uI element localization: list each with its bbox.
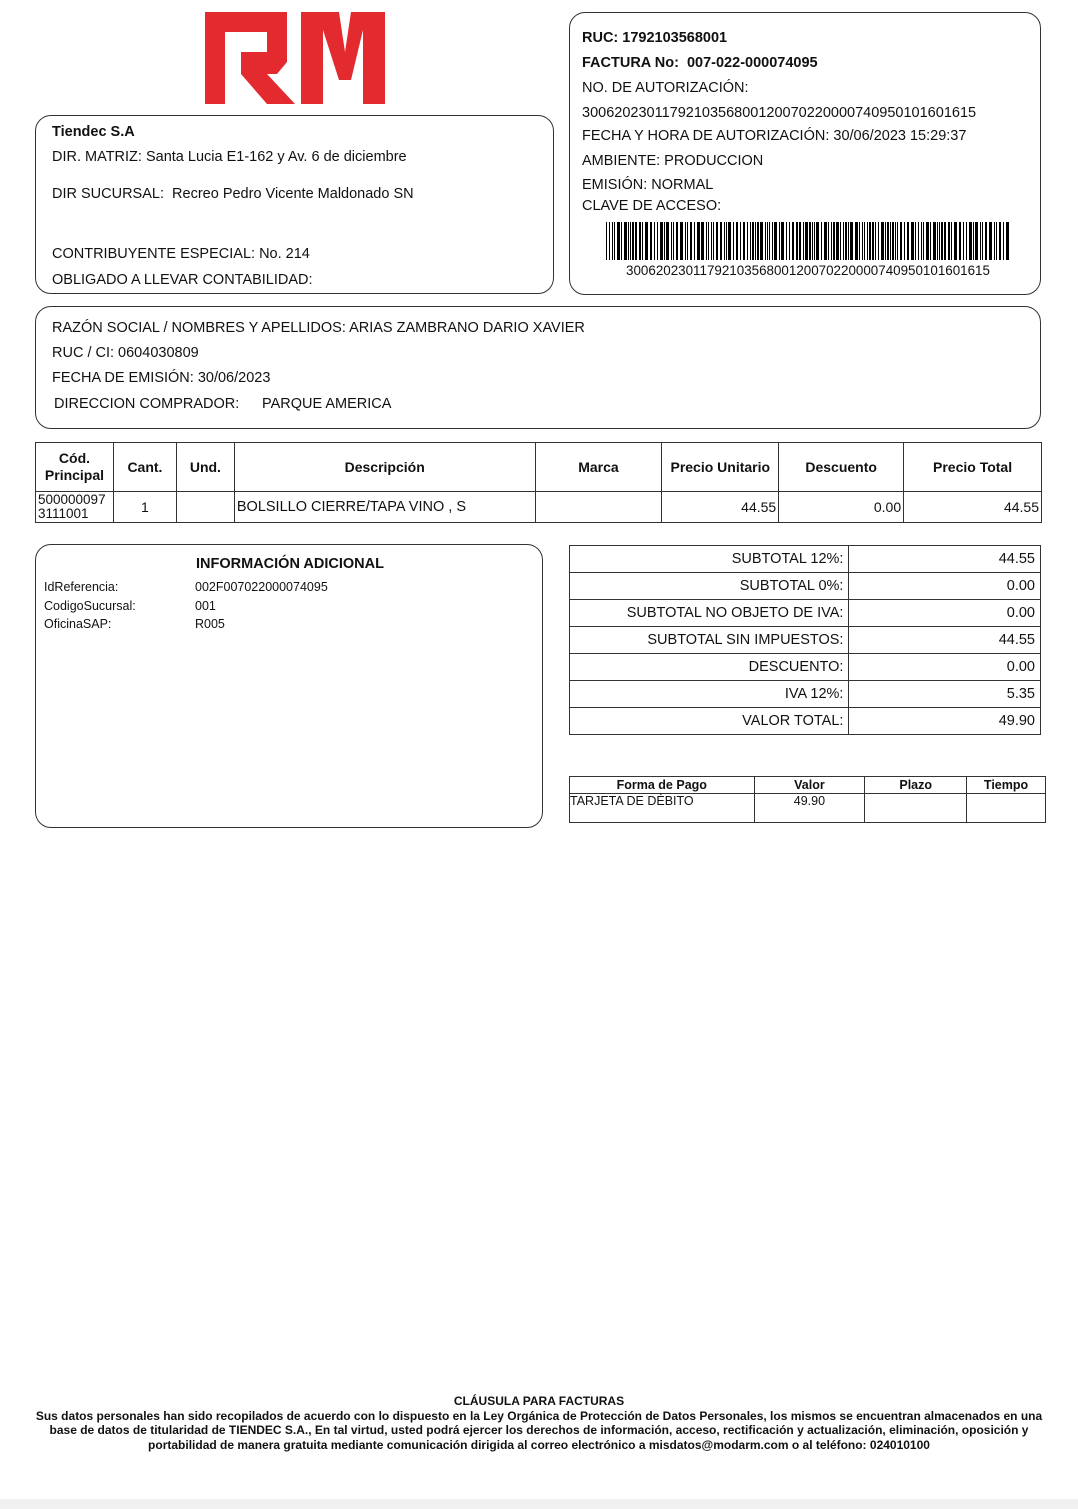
barcode-bar	[621, 222, 622, 260]
issuer-name: Tiendec S.A	[52, 124, 135, 140]
additional-info-title: INFORMACIÓN ADICIONAL	[196, 556, 384, 572]
barcode-bar	[831, 222, 832, 260]
barcode-bar	[786, 222, 787, 260]
barcode-bar	[937, 222, 938, 260]
barcode-bar	[900, 222, 902, 260]
header-cell: Descuento	[779, 443, 904, 492]
barcode-bar	[690, 222, 692, 260]
issuer-dir-matriz: DIR. MATRIZ: Santa Lucia E1-162 y Av. 6 de diciembre	[52, 149, 407, 165]
barcode-bar	[650, 222, 652, 260]
totals-row	[570, 627, 1041, 654]
barcode-bar	[1003, 222, 1004, 260]
barcode-bar	[833, 222, 835, 260]
barcode-bar	[632, 222, 634, 260]
buyer-name: RAZÓN SOCIAL / NOMBRES Y APELLIDOS: ARIAS ZAMBRANO DARIO XAVIER	[52, 320, 585, 336]
barcode-bar	[921, 222, 922, 260]
barcode-bar	[885, 222, 886, 260]
barcode-bar	[828, 222, 829, 260]
barcode-bar	[645, 222, 648, 260]
barcode-bar	[760, 222, 763, 260]
totals-value: 0.00	[849, 600, 1041, 627]
barcode-bar	[944, 222, 946, 260]
totals-table	[569, 545, 1041, 735]
barcode-bar	[740, 222, 741, 260]
header-cell: Precio Total	[904, 443, 1042, 492]
buyer-ruc: RUC / CI: 0604030809	[52, 345, 199, 361]
emission-type: EMISIÓN: NORMAL	[582, 177, 714, 193]
barcode-bar	[840, 222, 841, 260]
barcode-bar	[664, 222, 665, 260]
issuer-obligado: OBLIGADO A LLEVAR CONTABILIDAD:	[52, 272, 313, 288]
buyer-issue-date: FECHA DE EMISIÓN: 30/06/2023	[52, 370, 271, 386]
barcode-bar	[812, 222, 813, 260]
barcode-bar	[923, 222, 924, 260]
info-value-oficinasap: R005	[195, 617, 225, 631]
barcode-bar	[862, 222, 863, 260]
barcode-bar	[772, 222, 773, 260]
barcode-bar	[716, 222, 718, 260]
barcode-bar	[821, 222, 822, 260]
barcode-bar	[881, 222, 884, 260]
barcode-bar	[814, 222, 815, 260]
payment-time	[967, 794, 1046, 823]
barcode-bar	[671, 222, 672, 260]
header-cell: Und.	[176, 443, 234, 492]
barcode-bar	[726, 222, 727, 260]
barcode-bar	[816, 222, 819, 260]
info-value-idreferencia: 002F007022000074095	[195, 580, 328, 594]
header-cell: Cant.	[113, 443, 176, 492]
authorization-label: NO. DE AUTORIZACIÓN:	[582, 80, 749, 96]
barcode-bar	[941, 222, 943, 260]
clause-text: Sus datos personales han sido recopilados de acuerdo con lo dispuesto en la Ley Orgánica de Protección de Datos Personales, los mismos se encuentran almacenados en una base de datos de titularidad de TIENDEC S.A., En tal virtud, usted podrá ejercer los derechos de información, acceso, rectificación y actualización, eliminación, oposición y portabilidad de manera gratuita mediante comunicación dirigida al correo electrónico a misdatos@modarm.com o al teléfono: 024010100	[35, 1408, 1043, 1452]
barcode-bar	[781, 222, 784, 260]
barcode-bar	[654, 222, 655, 260]
barcode-bar	[982, 222, 983, 260]
item-code: 5000000973111001	[36, 492, 114, 523]
buyer-address-value: PARQUE AMERICA	[262, 396, 392, 412]
totals-label: SUBTOTAL NO OBJETO DE IVA:	[570, 600, 849, 627]
barcode-bar	[774, 222, 777, 260]
barcode-bar	[779, 222, 780, 260]
barcode-bar	[697, 222, 700, 260]
totals-row	[570, 654, 1041, 681]
totals-row	[570, 573, 1041, 600]
issuer-dir-sucursal: DIR SUCURSAL: Recreo Pedro Vicente Maldonado SN	[52, 186, 414, 202]
item-total-price: 44.55	[904, 492, 1042, 523]
barcode-bar	[850, 222, 853, 260]
header-cell: Precio Unitario	[662, 443, 779, 492]
barcode-bar	[864, 222, 865, 260]
barcode-bar	[755, 222, 756, 260]
header-cell: Tiempo	[967, 777, 1046, 794]
access-key-number: 3006202301179210356800120070220000740950101601615	[626, 263, 990, 278]
barcode-bar	[803, 222, 804, 260]
totals-value: 0.00	[849, 573, 1041, 600]
barcode-bar	[845, 222, 847, 260]
item-qty: 1	[113, 492, 176, 523]
barcode-bar	[796, 222, 798, 260]
barcode-bar	[701, 222, 704, 260]
barcode-bar	[757, 222, 759, 260]
header-cell: Plazo	[865, 777, 967, 794]
totals-row	[570, 600, 1041, 627]
barcode-bar	[933, 222, 936, 260]
barcode-bar	[848, 222, 849, 260]
totals-value: 49.90	[849, 708, 1041, 735]
totals-value: 44.55	[849, 546, 1041, 573]
barcode-bar	[999, 222, 1001, 260]
barcode-bar	[724, 222, 725, 260]
item-description: BOLSILLO CIERRE/TAPA VINO , S	[234, 492, 535, 523]
barcode-bar	[609, 222, 610, 260]
access-key-label: CLAVE DE ACCESO:	[582, 198, 722, 214]
barcode-bar	[926, 222, 929, 260]
barcode-bar	[892, 222, 894, 260]
info-label-oficinasap: OficinaSAP:	[44, 617, 112, 631]
barcode-bar	[954, 222, 957, 260]
barcode-bar	[985, 222, 987, 260]
issuer-contribuyente: CONTRIBUYENTE ESPECIAL: No. 214	[52, 246, 310, 262]
clause-title: CLÁUSULA PARA FACTURAS	[453, 1394, 625, 1408]
barcode-bar	[733, 222, 734, 260]
barcode-bar	[855, 222, 858, 260]
barcode-bar	[867, 222, 868, 260]
barcode-bar	[809, 222, 811, 260]
barcode-bar	[694, 222, 695, 260]
barcode-bar	[642, 222, 643, 260]
barcode-bar	[959, 222, 961, 260]
barcode-bar	[657, 222, 658, 260]
barcode-bar	[765, 222, 766, 260]
barcode-bar	[994, 222, 995, 260]
item-unit	[176, 492, 234, 523]
header-cell: Cód. Principal	[36, 443, 114, 492]
totals-value: 5.35	[849, 681, 1041, 708]
item-discount: 0.00	[779, 492, 904, 523]
barcode-bar	[918, 222, 919, 260]
totals-label: SUBTOTAL 12%:	[570, 546, 849, 573]
barcode-bar	[890, 222, 891, 260]
barcode-bar	[996, 222, 997, 260]
totals-label: SUBTOTAL 0%:	[570, 573, 849, 600]
barcode-bar	[799, 222, 801, 260]
barcode-bar	[1006, 222, 1009, 260]
barcode-bar	[666, 222, 669, 260]
payment-table	[569, 776, 1046, 823]
barcode-bar	[635, 222, 637, 260]
barcode-bar	[872, 222, 874, 260]
barcode-bar	[875, 222, 876, 260]
barcode-bar	[975, 222, 978, 260]
issuer-box	[35, 115, 554, 294]
barcode-bar	[711, 222, 712, 260]
header-cell: Marca	[535, 443, 662, 492]
payment-header-row	[570, 777, 1046, 794]
barcode-bar	[951, 222, 952, 260]
barcode-bar	[639, 222, 641, 260]
barcode-bar	[747, 222, 748, 260]
barcode-bar	[911, 222, 914, 260]
item-brand	[535, 492, 662, 523]
item-unit-price: 44.55	[662, 492, 779, 523]
barcode-bar	[713, 222, 714, 260]
barcode-bar	[767, 222, 768, 260]
barcode-bar	[789, 222, 790, 260]
barcode-bar	[624, 222, 627, 260]
info-label-codigosucursal: CodigoSucursal:	[44, 599, 136, 613]
barcode-bar	[708, 222, 709, 260]
barcode-bar	[963, 222, 964, 260]
totals-row	[570, 708, 1041, 735]
barcode-bar	[980, 222, 981, 260]
barcode-bar	[769, 222, 770, 260]
barcode-bar	[859, 222, 860, 260]
items-header-row	[36, 443, 1042, 492]
company-logo	[205, 12, 385, 104]
barcode-bar	[824, 222, 827, 260]
info-value-codigosucursal: 001	[195, 599, 216, 613]
barcode-bar	[805, 222, 808, 260]
barcode-bar	[915, 222, 916, 260]
barcode-bar	[750, 222, 751, 260]
barcode-bar	[869, 222, 871, 260]
totals-label: IVA 12%:	[570, 681, 849, 708]
barcode-bar	[685, 222, 686, 260]
authorization-datetime: FECHA Y HORA DE AUTORIZACIÓN: 30/06/2023 15:29:37	[582, 128, 967, 144]
barcode-bar	[706, 222, 707, 260]
barcode-bar	[897, 222, 898, 260]
barcode-bar	[752, 222, 754, 260]
barcode-bar	[966, 222, 967, 260]
items-table	[35, 442, 1042, 523]
barcode-bar	[680, 222, 683, 260]
rm-logo-icon	[205, 12, 385, 104]
barcode-bar	[907, 222, 909, 260]
environment: AMBIENTE: PRODUCCION	[582, 153, 764, 169]
barcode-bar	[720, 222, 722, 260]
totals-value: 0.00	[849, 654, 1041, 681]
barcode-bar	[614, 222, 615, 260]
barcode-bar	[843, 222, 844, 260]
barcode-bar	[617, 222, 620, 260]
authorization-number: 3006202301179210356800120070220000740950101601615	[582, 105, 977, 121]
header-cell: Valor	[754, 777, 865, 794]
payment-value: 49.90	[754, 794, 865, 823]
barcode-bar	[887, 222, 889, 260]
buyer-address-label: DIRECCION COMPRADOR:	[54, 396, 240, 412]
barcode-bar	[687, 222, 688, 260]
barcode-bar	[904, 222, 905, 260]
barcode-bar	[878, 222, 879, 260]
barcode-bar	[948, 222, 950, 260]
barcode-bar	[836, 222, 839, 260]
barcode-bar	[792, 222, 794, 260]
barcode-bar	[736, 222, 738, 260]
table-row	[36, 492, 1042, 523]
totals-label: SUBTOTAL SIN IMPUESTOS:	[570, 627, 849, 654]
totals-label: VALOR TOTAL:	[570, 708, 849, 735]
totals-row	[570, 681, 1041, 708]
totals-row	[570, 546, 1041, 573]
barcode-bar	[743, 222, 745, 260]
barcode-bar	[676, 222, 678, 260]
barcode-bar	[939, 222, 940, 260]
invoice-clause	[30, 1394, 1048, 1452]
barcode-bar	[673, 222, 674, 260]
barcode-bar	[630, 222, 631, 260]
table-row	[570, 794, 1046, 823]
barcode-bar	[606, 222, 607, 260]
totals-value: 44.55	[849, 627, 1041, 654]
totals-label: DESCUENTO:	[570, 654, 849, 681]
barcode-bar	[989, 222, 992, 260]
invoice-number: FACTURA No: 007-022-000074095	[582, 55, 818, 71]
info-label-idreferencia: IdReferencia:	[44, 580, 119, 594]
header-cell: Forma de Pago	[570, 777, 755, 794]
payment-method: TARJETA DE DÉBITO	[570, 794, 755, 823]
invoice-ruc: RUC: 1792103568001	[582, 30, 728, 46]
access-key-barcode	[606, 222, 1010, 260]
barcode-bar	[969, 222, 972, 260]
barcode-bar	[973, 222, 974, 260]
barcode-bar	[612, 222, 613, 260]
barcode-bar	[728, 222, 731, 260]
barcode-bar	[660, 222, 663, 260]
page-bottom-strip	[0, 1499, 1078, 1509]
barcode-bar	[895, 222, 896, 260]
barcode-bar	[930, 222, 931, 260]
barcode-bar	[628, 222, 629, 260]
header-cell: Descripción	[234, 443, 535, 492]
payment-term	[865, 794, 967, 823]
